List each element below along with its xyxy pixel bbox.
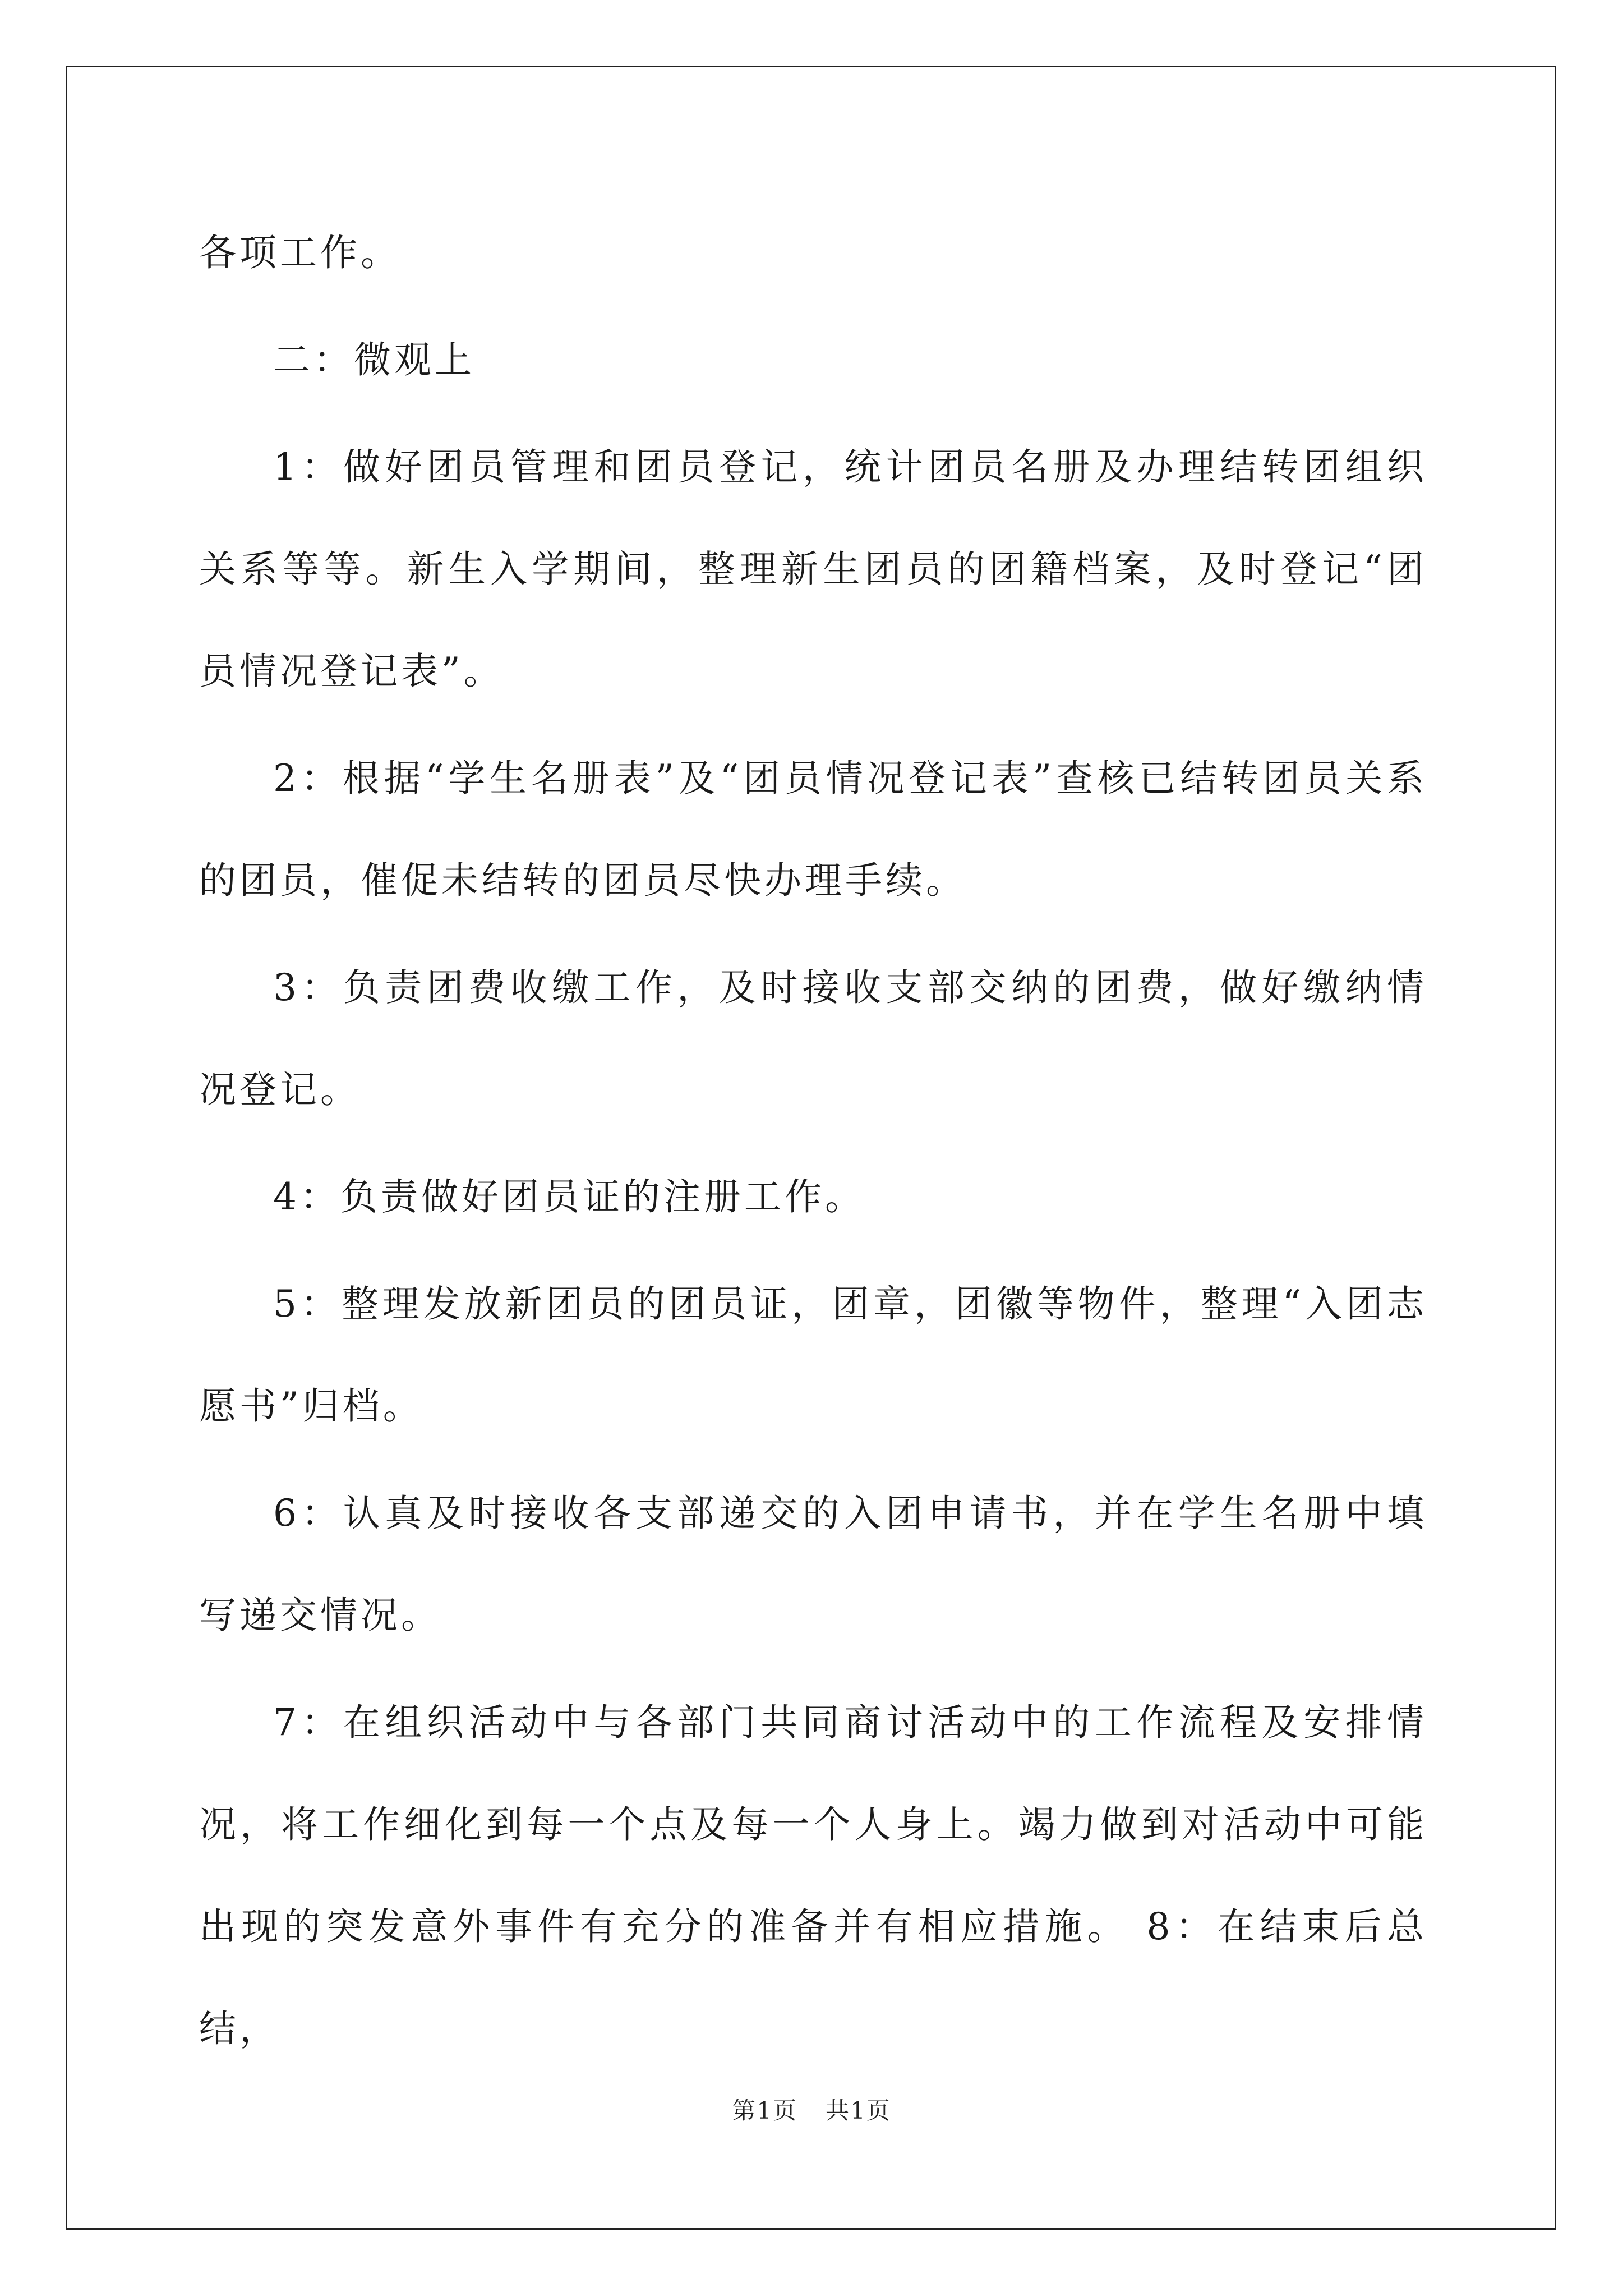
paragraph-3: 1：做好团员管理和团员登记，统计团员名册及办理结转团组织关系等等。新生入学期间，整理新生团员的团籍档案，及时登记“团员情况登记表”。 bbox=[199, 445, 1427, 693]
page-number-current: 第1页 bbox=[732, 2097, 797, 2124]
paragraph-6: 4：负责做好团员证的注册工作。 bbox=[273, 1175, 865, 1218]
paragraph-5: 3：负责团费收缴工作，及时接收支部交纳的团费，做好缴纳情况登记。 bbox=[199, 966, 1427, 1111]
page-footer bbox=[0, 2092, 1623, 2126]
document-body bbox=[199, 202, 1427, 2085]
page-number-total: 共1页 bbox=[826, 2097, 891, 2124]
paragraph-2: 二：微观上 bbox=[273, 338, 475, 381]
paragraph-8: 6：认真及时接收各支部递交的入团申请书，并在学生名册中填写递交情况。 bbox=[199, 1492, 1427, 1637]
paragraph-4: 2：根据“学生名册表”及“团员情况登记表”查核已结转团员关系的团员，催促未结转的团员尽快办理手续。 bbox=[199, 757, 1427, 902]
paragraph-9: 7：在组织活动中与各部门共同商讨活动中的工作流程及安排情况，将工作细化到每一个点及每一个人身上。竭力做到对活动中可能出现的突发意外事件有充分的准备并有相应措施。 8：在结束后总结， bbox=[199, 1701, 1427, 2050]
paragraph-7: 5：整理发放新团员的团员证，团章，团徽等物件，整理“入团志愿书”归档。 bbox=[199, 1282, 1427, 1428]
paragraph-1: 各项工作。 bbox=[199, 231, 401, 274]
